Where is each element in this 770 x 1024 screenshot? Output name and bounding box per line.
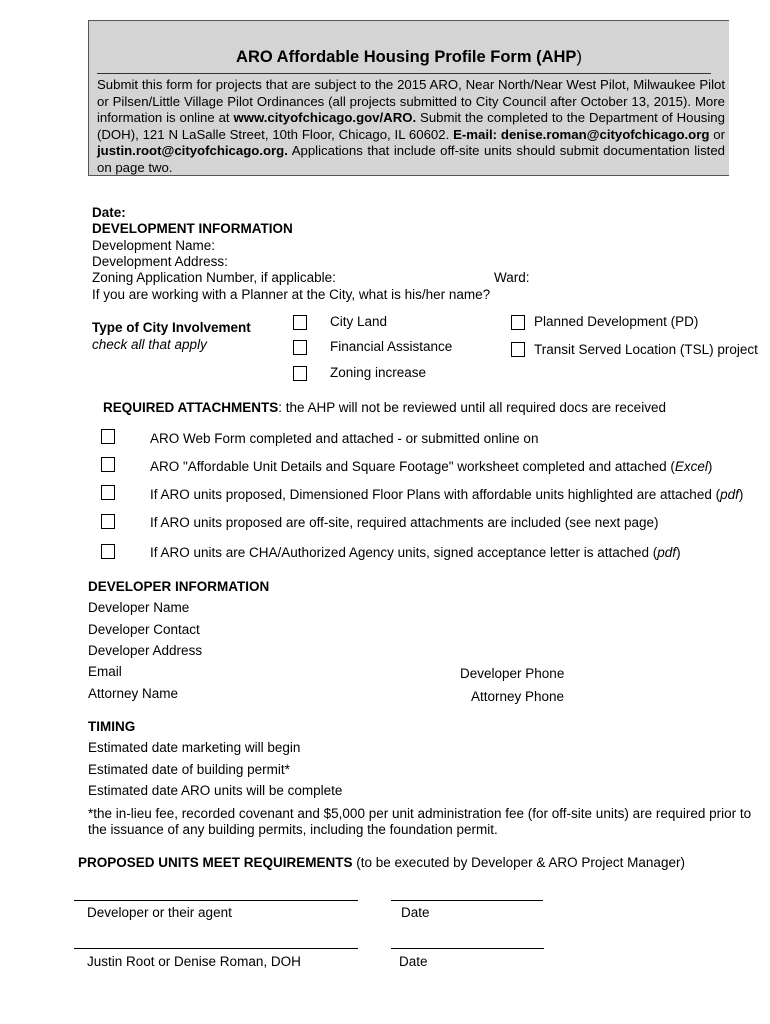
aro-url-link[interactable]: www.cityofchicago.gov/ARO. — [233, 110, 417, 125]
financial-assistance-label: Financial Assistance — [330, 339, 453, 354]
developer-signature-line[interactable] — [74, 900, 358, 901]
attachment-off-site-label: If ARO units proposed are off-site, required attachments are included (see next page) — [150, 515, 659, 530]
marketing-date-label: Estimated date marketing will begin — [88, 740, 301, 755]
timing-footnote: *the in-lieu fee, recorded covenant and $5,000 per unit administration fee (for off-site units) are required prior to the issuance of any building permits, including the foundation permit. — [88, 806, 752, 837]
developer-phone-label: Developer Phone — [460, 666, 565, 681]
doh-signature-label: Justin Root or Denise Roman, DOH — [87, 954, 301, 969]
attachment-cha-letter-label: If ARO units are CHA/Authorized Agency units, signed acceptance letter is attached (pdf) — [150, 545, 681, 560]
development-address-label: Development Address: — [92, 254, 228, 269]
developer-name-label: Developer Name — [88, 600, 190, 615]
title-rule — [97, 73, 711, 74]
email-link-justin[interactable]: justin.root@cityofchicago.org. — [97, 143, 288, 158]
attachments-heading: REQUIRED ATTACHMENTS: the AHP will not be reviewed until all required docs are received — [103, 400, 666, 415]
attachment-floor-plans-checkbox[interactable] — [101, 485, 115, 500]
attachment-web-form-label: ARO Web Form completed and attached - or submitted online on — [150, 431, 539, 446]
planned-development-checkbox[interactable] — [511, 315, 525, 330]
involvement-sublabel: check all that apply — [92, 337, 207, 352]
city-land-checkbox[interactable] — [293, 315, 307, 330]
financial-assistance-checkbox[interactable] — [293, 340, 307, 355]
involvement-label: Type of City Involvement — [92, 320, 251, 335]
development-info-heading: DEVELOPMENT INFORMATION — [92, 221, 293, 236]
building-permit-date-label: Estimated date of building permit* — [88, 762, 290, 777]
intro-text: Submit this form for projects that are subject to the 2015 ARO, Near North/Near West Pilot, Milwaukee Pilot or Pilsen/Little Village Pilot Ordinances (all projects submitted to City Council after October 13, 2015). More information is online at www.cityofchicago.gov/ARO. Submit the completed to the Department of Housing (DOH), 121 N LaSalle Street, 10th Floor, Chicago, IL 60602. E-mail: denise.roman@cityofchicago.org or justin.root@cityofchicago.org. Applications that include off-site units should submit documentation listed on page two. — [97, 77, 725, 175]
planned-development-label: Planned Development (PD) — [534, 314, 699, 329]
developer-date-line[interactable] — [391, 900, 543, 901]
date-label: Date: — [92, 205, 126, 220]
attachment-floor-plans-label: If ARO units proposed, Dimensioned Floor Plans with affordable units highlighted are attached (pdf) — [150, 487, 744, 502]
developer-date-label: Date — [401, 905, 430, 920]
zoning-number-label: Zoning Application Number, if applicable: — [92, 270, 336, 285]
tsl-project-label: Transit Served Location (TSL) project — [534, 342, 758, 357]
proposed-units-heading: PROPOSED UNITS MEET REQUIREMENTS (to be executed by Developer & ARO Project Manager) — [78, 855, 685, 870]
attachment-worksheet-label: ARO "Affordable Unit Details and Square Footage" worksheet completed and attached (Excel) — [150, 459, 713, 474]
doh-date-label: Date — [399, 954, 428, 969]
zoning-increase-checkbox[interactable] — [293, 366, 307, 381]
zoning-increase-label: Zoning increase — [330, 365, 427, 380]
tsl-project-checkbox[interactable] — [511, 342, 525, 357]
developer-info-heading: DEVELOPER INFORMATION — [88, 579, 270, 594]
attachment-web-form-checkbox[interactable] — [101, 429, 115, 444]
header-box — [88, 20, 729, 176]
attachment-worksheet-checkbox[interactable] — [101, 457, 115, 472]
completion-date-label: Estimated date ARO units will be complete — [88, 783, 343, 798]
attachment-off-site-checkbox[interactable] — [101, 514, 115, 529]
developer-signature-label: Developer or their agent — [87, 905, 232, 920]
email-label: Email — [88, 664, 122, 679]
attorney-phone-label: Attorney Phone — [471, 689, 565, 704]
form-title: ARO Affordable Housing Profile Form (AHP) — [236, 48, 582, 66]
attorney-name-label: Attorney Name — [88, 686, 179, 701]
attachment-cha-letter-checkbox[interactable] — [101, 544, 115, 559]
timing-heading: TIMING — [88, 719, 136, 734]
ward-label: Ward: — [494, 270, 530, 285]
doh-signature-line[interactable] — [74, 948, 358, 949]
development-name-label: Development Name: — [92, 238, 216, 253]
developer-contact-label: Developer Contact — [88, 622, 200, 637]
developer-address-label: Developer Address — [88, 643, 203, 658]
city-land-label: City Land — [330, 314, 388, 329]
planner-label: If you are working with a Planner at the City, what is his/her name? — [92, 287, 491, 302]
email-link-denise[interactable]: denise.roman@cityofchicago.org — [500, 126, 710, 142]
doh-date-line[interactable] — [391, 948, 544, 949]
